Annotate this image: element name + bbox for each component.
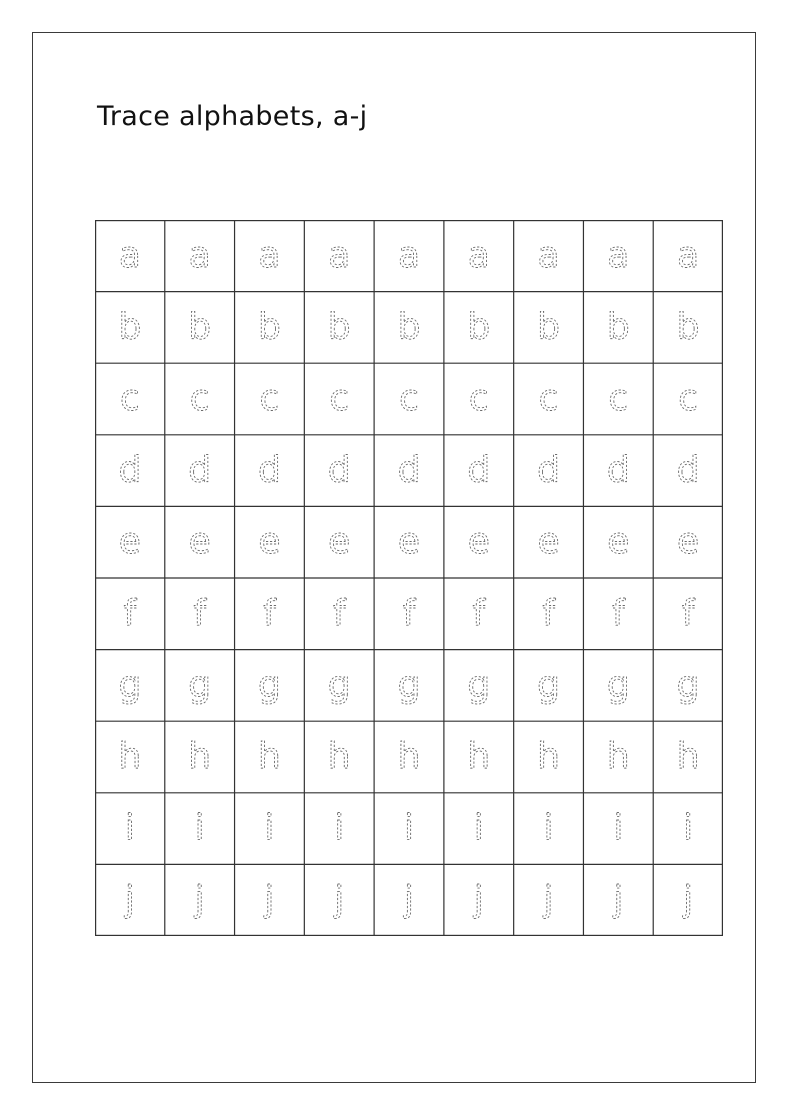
trace-letter-f: f [332, 592, 346, 634]
trace-letter-f: f [193, 592, 207, 634]
trace-letter-j: j [403, 879, 415, 921]
trace-letter-e: e [537, 521, 560, 563]
trace-letter-f: f [472, 592, 486, 634]
trace-letter-b: b [467, 306, 491, 348]
trace-letter-b: b [397, 306, 421, 348]
trace-letter-b: b [327, 306, 351, 348]
trace-letter-a: a [118, 234, 141, 276]
trace-letter-h: h [188, 736, 212, 777]
trace-letter-i: i [194, 807, 205, 849]
trace-letter-j: j [124, 879, 135, 921]
trace-letter-e: e [258, 521, 281, 563]
trace-letter-d: d [118, 449, 142, 491]
tracing-grid-svg [95, 220, 723, 936]
trace-letter-i: i [543, 807, 554, 849]
trace-letter-d: d [467, 449, 491, 491]
trace-letter-h: h [327, 736, 351, 777]
trace-letter-h: h [118, 736, 142, 777]
trace-letter-i: i [473, 807, 484, 849]
trace-letter-d: d [327, 449, 351, 491]
trace-letter-c: c [678, 378, 699, 419]
trace-letter-c: c [468, 378, 489, 419]
trace-letter-e: e [328, 521, 351, 563]
trace-letter-b: b [606, 306, 630, 348]
trace-letter-j: j [683, 879, 694, 921]
trace-letter-g: g [258, 664, 281, 706]
trace-letter-g: g [467, 664, 491, 706]
trace-letter-a: a [188, 234, 211, 276]
trace-letter-g: g [118, 664, 142, 706]
trace-letter-a: a [677, 234, 700, 276]
trace-letter-c: c [399, 378, 419, 419]
trace-letter-f: f [681, 592, 695, 634]
trace-letter-f: f [123, 592, 137, 634]
trace-letter-g: g [397, 664, 421, 706]
trace-letter-h: h [676, 736, 700, 777]
trace-letter-f: f [542, 592, 555, 634]
trace-letter-g: g [606, 664, 630, 706]
trace-letter-j: j [264, 879, 275, 921]
trace-letter-i: i [683, 807, 694, 849]
trace-letter-a: a [467, 234, 490, 276]
trace-letter-g: g [537, 664, 560, 706]
trace-letter-e: e [397, 521, 421, 563]
trace-letter-j: j [473, 879, 484, 921]
trace-letter-a: a [537, 234, 560, 276]
trace-letter-a: a [328, 234, 351, 276]
trace-letter-f: f [402, 592, 416, 634]
trace-letter-g: g [327, 664, 351, 706]
trace-letter-h: h [537, 736, 560, 777]
trace-letter-d: d [606, 449, 630, 491]
trace-letter-i: i [334, 807, 345, 849]
trace-letter-g: g [188, 664, 212, 706]
trace-letter-d: d [676, 449, 700, 491]
trace-letter-i: i [403, 807, 415, 849]
trace-letter-j: j [613, 879, 624, 921]
trace-letter-i: i [264, 807, 275, 849]
trace-letter-j: j [543, 879, 554, 921]
trace-letter-b: b [118, 306, 142, 348]
page-title: Trace alphabets, a-j [97, 101, 368, 132]
trace-letter-c: c [259, 378, 280, 419]
tracing-grid [95, 220, 723, 936]
trace-letter-e: e [118, 521, 141, 563]
trace-letter-h: h [258, 736, 281, 777]
trace-letter-i: i [124, 807, 135, 849]
trace-letter-c: c [119, 378, 140, 419]
trace-letter-b: b [188, 306, 212, 348]
trace-letter-j: j [194, 879, 205, 921]
trace-letter-d: d [397, 449, 421, 491]
trace-letter-c: c [189, 378, 210, 419]
trace-letter-f: f [263, 592, 276, 634]
trace-letter-h: h [397, 736, 421, 777]
trace-letter-h: h [606, 736, 630, 777]
trace-letter-a: a [397, 234, 421, 276]
trace-letter-c: c [538, 378, 559, 419]
trace-letter-e: e [188, 521, 211, 563]
trace-letter-c: c [329, 378, 350, 419]
trace-letter-e: e [677, 521, 700, 563]
trace-letter-h: h [467, 736, 491, 777]
trace-letter-d: d [188, 449, 212, 491]
trace-letter-f: f [611, 592, 625, 634]
trace-letter-a: a [258, 234, 281, 276]
trace-letter-b: b [676, 306, 700, 348]
trace-letter-i: i [613, 807, 624, 849]
trace-letter-b: b [258, 306, 281, 348]
trace-letter-g: g [676, 664, 700, 706]
trace-letter-d: d [537, 449, 560, 491]
trace-letter-d: d [258, 449, 281, 491]
trace-letter-a: a [607, 234, 630, 276]
trace-letter-j: j [334, 879, 345, 921]
trace-letter-b: b [537, 306, 560, 348]
trace-letter-c: c [608, 378, 629, 419]
trace-letter-e: e [607, 521, 630, 563]
trace-letter-e: e [467, 521, 490, 563]
